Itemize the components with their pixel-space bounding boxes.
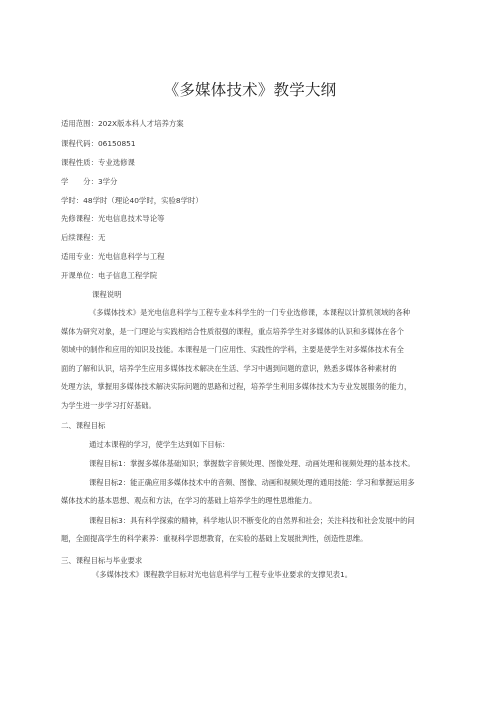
objective-3-line: 课程目标3：具有科学探索的精神，科学地认识不断变化的自然界和社会；关注科技和社会发展中的问 <box>89 516 415 525</box>
description-line: 为学生进一步学习打好基础。 <box>61 400 156 410</box>
description-paragraph <box>61 308 439 420</box>
meta-credits: 学 分：3学分 <box>61 177 118 186</box>
objective-3 <box>61 516 439 552</box>
description-line: 领域中的制作和应用的知识及技能。本课程是一门应用性、实践性的学科，主要是使学生对多媒体技术有全 <box>61 345 404 355</box>
meta-follow-up: 后续课程：无 <box>61 233 106 242</box>
objective-2-line: 媒体技术的基本思想、观点和方法，在学习的基础上培养学生的理性思维能力。 <box>61 496 317 505</box>
description-line: 《多媒体技术》是光电信息科学与工程专业本科学生的一门专业选修课，本课程以计算机领域的各种 <box>89 308 411 317</box>
objective-1: 课程目标1：掌握多媒体基础知识；掌握数字音频处理、图像处理、动画处理和视频处理的基本技术。 <box>89 459 415 468</box>
meta-prerequisites: 先修课程：光电信息技术导论等 <box>61 214 165 223</box>
document-title: 《多媒体技术》教学大纲 <box>163 81 337 99</box>
meta-major: 适用专业：光电信息科学与工程 <box>61 252 165 261</box>
meta-department: 开课单位：电子信息工程学院 <box>61 271 158 280</box>
description-line: 处理方法，掌握用多媒体技术解决实际问题的思路和过程，培养学生利用多媒体技术为专业发展服务的能力， <box>61 382 412 392</box>
meta-scope: 适用范围：202X版本科人才培养方案 <box>61 119 184 128</box>
section-heading-mapping: 三、课程目标与毕业要求 <box>61 556 143 565</box>
meta-course-type: 课程性质：专业选修课 <box>61 158 135 167</box>
mapping-statement: 《多媒体技术》课程教学目标对光电信息科学与工程专业毕业要求的支撑见表1。 <box>92 570 353 579</box>
description-line: 面的了解和认识，培养学生应用多媒体技术解决在生活、学习中遇到问题的意识，熟悉多媒体各种素材的 <box>61 363 397 373</box>
objectives-intro: 通过本课程的学习，使学生达到如下目标： <box>89 440 230 449</box>
objective-2 <box>61 478 439 514</box>
objective-3-line: 题，全面提高学生的科学素养：重视科学思想教育，在实验的基础上发展批判性，创造性思维。 <box>61 534 368 543</box>
section-heading-description: 课程说明 <box>92 290 122 299</box>
meta-course-code: 课程代码：06150851 <box>61 138 136 148</box>
objective-2-line: 课程目标2：能正确应用多媒体技术中的音频、图像、动画和视频处理的通用技能：学习和掌握运用多 <box>89 478 415 487</box>
section-heading-objectives: 二、课程目标 <box>61 421 106 430</box>
meta-hours: 学时：48学时（理论40学时，实验8学时） <box>61 196 203 205</box>
description-line: 媒体为研究对象，是一门理论与实践相结合性质很强的课程，重点培养学生对多媒体的认识和多媒体在各个 <box>61 326 404 336</box>
